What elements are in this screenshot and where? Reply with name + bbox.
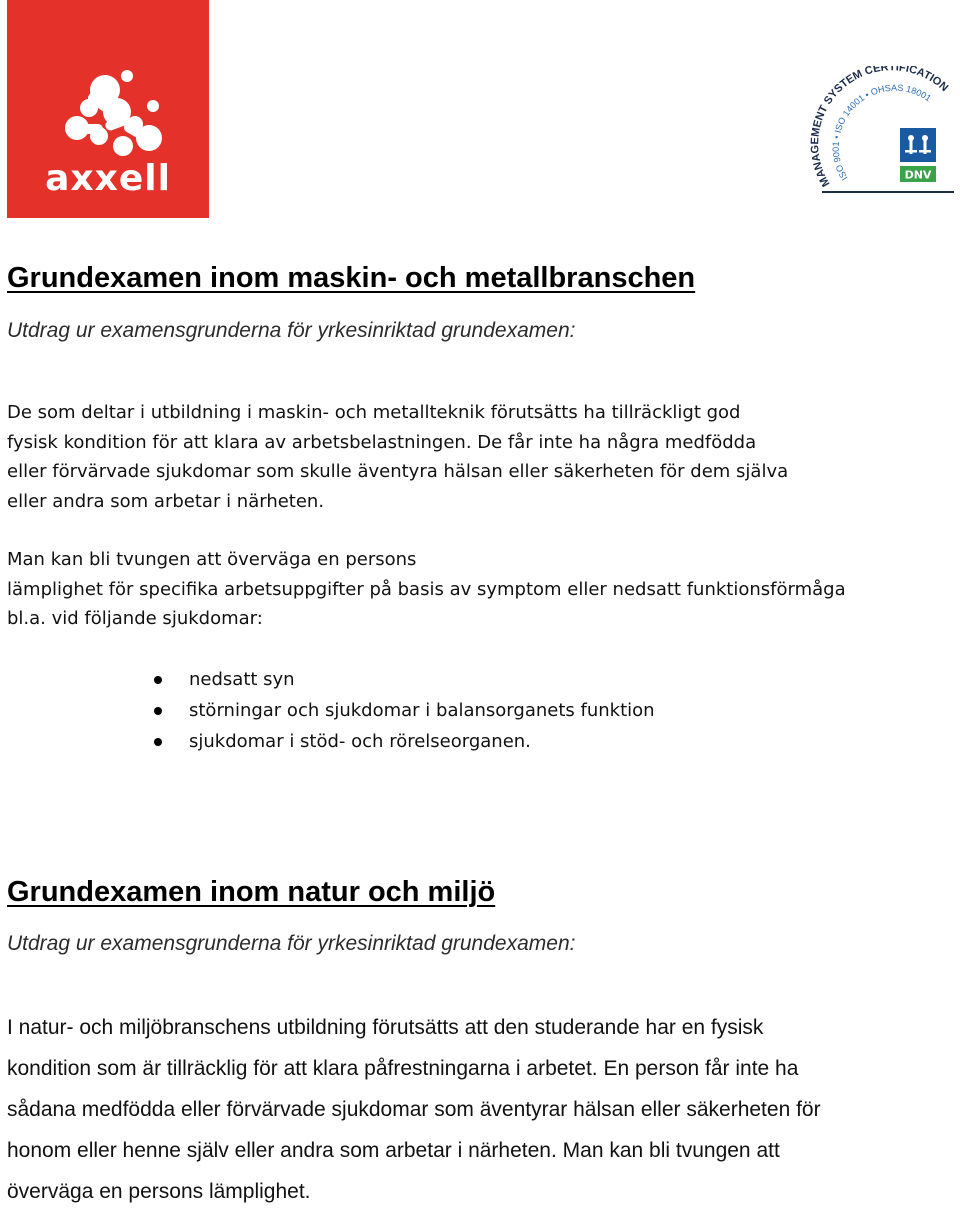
section-subtitle-maskin-metall: Utdrag ur examensgrunderna för yrkesinriktad grundexamen: [7,319,576,342]
paragraph-line: bl.a. vid följande sjukdomar: [7,608,263,629]
svg-text:ISO 9001 • ISO 14001 • OHSAS 1: ISO 9001 • ISO 14001 • OHSAS 18001 [830,82,933,183]
disease-bullet-list [150,664,655,757]
paragraph-line: sådana medfödda eller förvärvade sjukdomar som äventyrar hälsan eller säkerheten för [7,1098,821,1121]
paragraph-line: överväga en persons lämplighet. [7,1180,311,1203]
section-title-natur-miljo: Grundexamen inom natur och miljö [7,876,496,908]
axxell-molecule-icon [7,0,209,218]
paragraph-line: I natur- och miljöbranschens utbildning förutsätts att den studerande har en fysisk [7,1016,764,1039]
section-title-maskin-metall: Grundexamen inom maskin- och metallbranschen [7,262,696,294]
paragraph-line: kondition som är tillräcklig för att klara påfrestningarna i arbetet. En person får inte ha [7,1057,799,1080]
paragraph-line: De som deltar i utbildning i maskin- och metallteknik förutsätts ha tillräckligt god [7,402,741,423]
paragraph-line: Man kan bli tvungen att överväga en persons [7,549,417,570]
svg-text:MANAGEMENT SYSTEM CERTIFICATIO: MANAGEMENT SYSTEM CERTIFICATION [809,66,951,189]
list-item: sjukdomar i stöd- och rörelseorganen. [150,726,655,757]
paragraph-line: fysisk kondition för att klara av arbetsbelastningen. De får inte ha några medfödda [7,431,757,453]
certification-seal-icon [808,66,958,196]
paragraph-suitability [7,545,846,634]
paragraph-physical-condition [7,398,788,516]
axxell-logo [7,0,209,218]
paragraph-line: eller andra som arbetar i närheten. [7,490,325,512]
paragraph-natur-miljo [7,1007,821,1212]
axxell-logo-text: axxell [45,158,171,199]
list-item: nedsatt syn [150,664,655,695]
section-subtitle-natur-miljo: Utdrag ur examensgrunderna för yrkesinriktad grundexamen: [7,932,576,955]
certification-logo [808,66,958,196]
cert-brand-text: DNV [904,168,932,182]
paragraph-line: lämplighet för specifika arbetsuppgifter på basis av symptom eller nedsatt funktionsförmåga [7,578,846,600]
paragraph-line: honom eller henne själv eller andra som arbetar i närheten. Man kan bli tvungen att [7,1139,780,1162]
list-item: störningar och sjukdomar i balansorganets funktion [150,695,655,726]
paragraph-line: eller förvärvade sjukdomar som skulle äventyra hälsan eller säkerheten för dem själva [7,461,789,482]
